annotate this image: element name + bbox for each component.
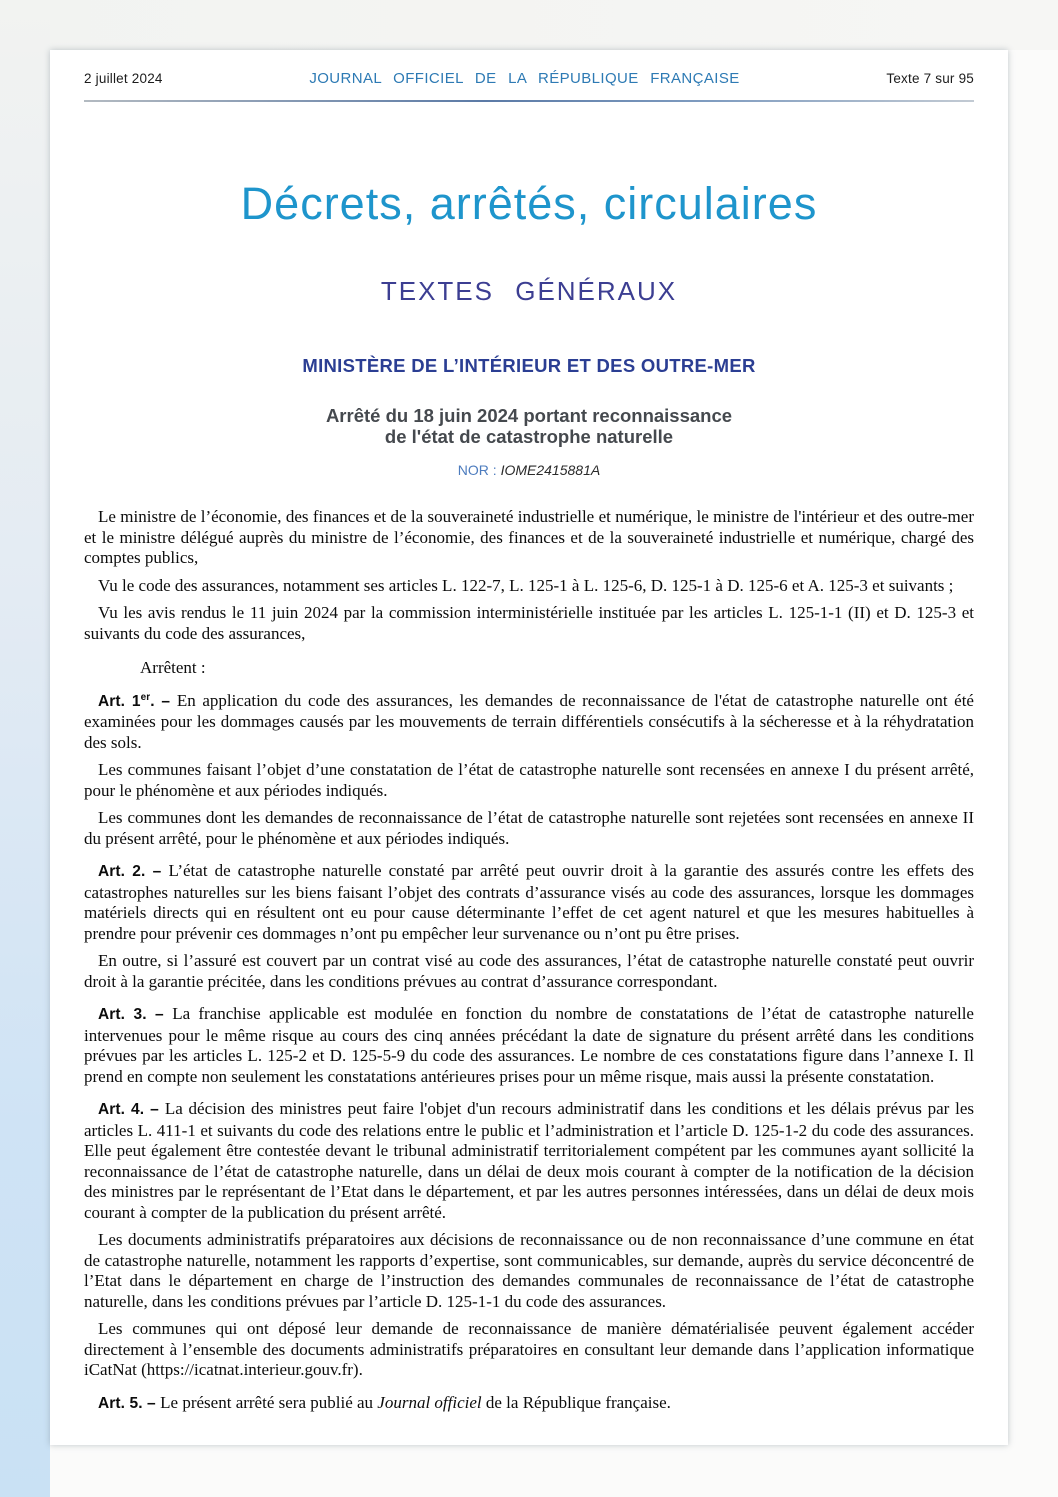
ordinal-superscript: er	[140, 691, 151, 703]
page-header	[84, 70, 974, 87]
texte-number: Texte 7 sur 95	[886, 71, 974, 86]
header-divider	[84, 100, 974, 102]
arretent-line: Arrêtent :	[140, 658, 206, 677]
decree-title-line1: Arrêté du 18 juin 2024 portant reconnaissance	[325, 405, 733, 426]
article-5-journal-officiel: Journal officiel	[377, 1392, 482, 1412]
article-5-label: Art. 5. –	[98, 1394, 161, 1412]
background-left-margin	[0, 0, 50, 1497]
decree-body	[84, 507, 974, 1414]
article-5	[84, 1393, 974, 1415]
paragraph-annexe1: Les communes faisant l’objet d’une constatation de l’état de catastrophe naturelle sont recensées en annexe I du présent arrêté, pour le phénomène et aux périodes indiqués.	[84, 760, 974, 800]
article-5-text-pre: Le présent arrêté sera publié au	[160, 1392, 378, 1412]
decree-title	[84, 405, 974, 447]
section-title: TEXTES GÉNÉRAUX	[380, 276, 678, 306]
publication-date: 2 juillet 2024	[84, 71, 163, 86]
paragraph-en-outre: En outre, si l’assuré est couvert par un contrat visé au code des assurances, l’état de catastrophe naturelle constaté peut ouvrir droit à la garantie précitée, dans les conditions prévues au contrat d’assurance correspondant.	[84, 951, 974, 991]
article-4	[84, 1099, 974, 1223]
nor-line	[84, 462, 974, 478]
journal-title: JOURNAL OFFICIEL DE LA RÉPUBLIQUE FRANÇAISE	[309, 70, 740, 87]
paragraph-annexe2: Les communes dont les demandes de reconnaissance de l’état de catastrophe naturelle sont rejetées sont recensées en annexe II du présent arrêté, pour le phénomène et aux périodes indiqués.	[84, 808, 974, 848]
ministry-title: MINISTÈRE DE L’INTÉRIEUR ET DES OUTRE-MER	[302, 355, 756, 376]
article-1-label: Art. 1er. –	[98, 691, 177, 710]
article-1-text: En application du code des assurances, les demandes de reconnaissance de l'état de catastrophe naturelle ont été examinées pour les dommages causés par les mouvements de terrain différentiels consécutifs à la sécheresse et à la réhydratation des sols.	[84, 690, 974, 752]
paragraph-icatnat: Les communes qui ont déposé leur demande de reconnaissance de manière dématérialisée peuvent également accéder directement à l’ensemble des documents administratifs préparatoires en consultant leur demande dans l’application informatique iCatNat (https://icatnat.interieur.gouv.fr).	[84, 1319, 974, 1379]
background-top-margin	[0, 0, 1058, 50]
document-page	[50, 50, 1008, 1445]
article-5-text-post: de la République française.	[481, 1392, 671, 1412]
article-1	[84, 691, 974, 754]
article-2	[84, 861, 974, 944]
nor-value: IOME2415881A	[500, 462, 601, 478]
decree-title-line2: de l'état de catastrophe naturelle	[384, 426, 674, 447]
article-3	[84, 1004, 974, 1087]
article-2-label: Art. 2. –	[98, 863, 169, 880]
article-4-label: Art. 4. –	[98, 1101, 165, 1118]
visa-paragraph: Le ministre de l’économie, des finances et de la souveraineté industrielle et numérique, le ministre de l'intérieur et des outre-mer et le ministre délégué auprès du ministre de l’économie, des finances et de la souveraineté industrielle et numérique, chargé des comptes publics,	[84, 507, 974, 567]
visa-paragraph: Vu les avis rendus le 11 juin 2024 par la commission interministérielle instituée par les articles L. 125-1-1 (II) et D. 125-3 et suivants du code des assurances,	[84, 603, 974, 643]
article-3-text: La franchise applicable est modulée en fonction du nombre de constatations de l’état de catastrophe naturelle intervenues pour le même risque au cours des cinq années précédant la date de signature du présent arrêté dans les conditions prévues par les articles L. 125-2 et D. 125-5-9 du code des assurances. Le nombre de ces constatations figure dans l’annexe I. Il prend en compte non seulement les constatations antérieures prises pour un même risque, mais aussi la présente constatation.	[84, 1004, 974, 1086]
visa-paragraph: Vu le code des assurances, notamment ses articles L. 122-7, L. 125-1 à L. 125-6, D. 125-1 à D. 125-6 et A. 125-3 et suivants ;	[98, 575, 954, 595]
article-2-text: L’état de catastrophe naturelle constaté par arrêté peut ouvrir droit à la garantie des assurés contre les effets des catastrophes naturelles sur les biens faisant l’objet des contrats d’assurance visés au code des assurances, lorsque les dommages matériels directs qui en résultent ont eu pour cause déterminante l’effet de cet agent naturel et que les mesures habituelles à prendre pour prévenir ces dommages n’ont pu empêcher leur survenance ou n’ont pu être prises.	[84, 861, 974, 943]
article-4-text: La décision des ministres peut faire l'objet d'un recours administratif dans les conditions et les délais prévus par les articles L. 411-1 et suivants du code des relations entre le public et l’administration et l’article D. 125-1-2 du code des assurances. Elle peut également être contestée devant le tribunal administratif territorialement compétent par les communes ayant sollicité la reconnaissance de l’état de catastrophe naturelle, dans un délai de deux mois courant à compter de la notification de la décision des ministres par le représentant de l’Etat dans le département, et par les autres personnes intéressées, dans un délai de deux mois courant à compter de la publication du présent arrêté.	[84, 1099, 974, 1222]
main-title: Décrets, arrêtés, circulaires	[240, 178, 818, 229]
paragraph-documents: Les documents administratifs préparatoires aux décisions de reconnaissance ou de non reconnaissance d’une commune en état de catastrophe naturelle, notamment les rapports d’expertise, sont communicables, sur demande, auprès du service déconcentré de l’Etat dans le département en charge de l’instruction des demandes communales de reconnaissance de l’état de catastrophe naturelle, dans les conditions prévues par l’article D. 125-1-1 du code des assurances.	[84, 1230, 974, 1311]
nor-label: NOR :	[457, 462, 501, 478]
article-3-label: Art. 3. –	[98, 1006, 173, 1023]
